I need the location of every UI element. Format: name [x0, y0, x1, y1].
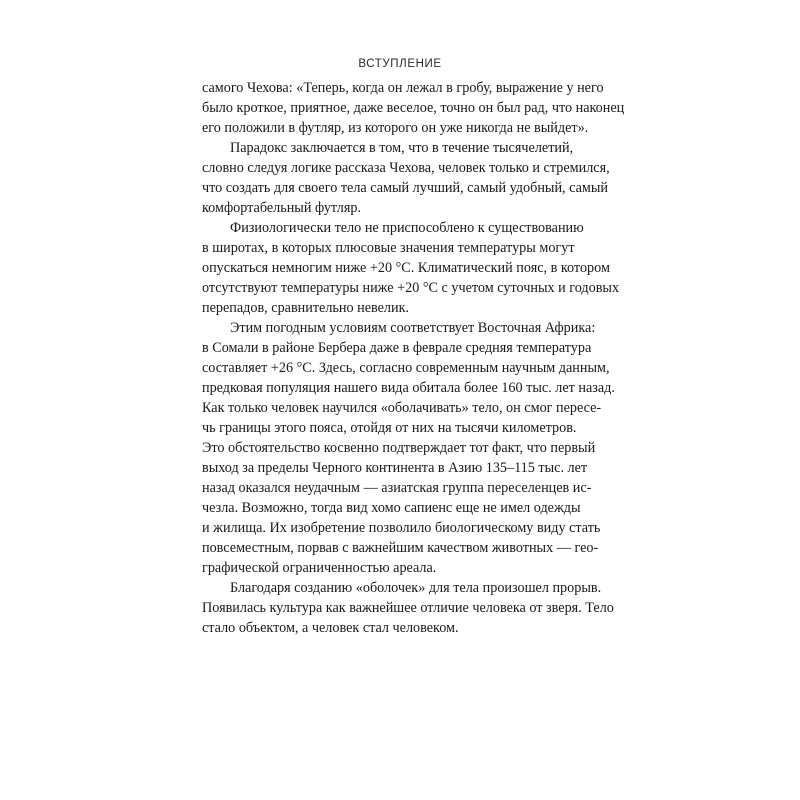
text-line: опускаться немногим ниже +20 °С. Климатический пояс, в котором [202, 260, 610, 276]
text-line: отсутствуют температуры ниже +20 °С с учетом суточных и годовых [202, 280, 620, 296]
text-line: словно следуя логике рассказа Чехова, человек только и стремился, [202, 160, 610, 176]
text-line: Физиологически тело не приспособлено к существованию [230, 220, 584, 236]
text-line: назад оказался неудачным — азиатская группа переселенцев ис- [202, 480, 592, 496]
paragraph [202, 318, 615, 578]
paragraph [202, 218, 620, 318]
paragraph [202, 578, 614, 638]
text-line: Этим погодным условиям соответствует Восточная Африка: [230, 320, 596, 336]
text-line: чь границы этого пояса, отойдя от них на тысячи километров. [202, 420, 577, 436]
text-line: Как только человек научился «оболачивать» тело, он смог пересе- [202, 400, 602, 416]
paragraph [202, 138, 610, 218]
text-line: чезла. Возможно, тогда вид хомо сапиенс еще не имел одежды [202, 500, 581, 516]
text-line: перепадов, сравнительно невелик. [202, 300, 410, 316]
text-line: в широтах, в которых плюсовые значения температуры могут [202, 240, 575, 256]
body-text [202, 78, 625, 638]
text-line: в Сомали в районе Бербера даже в феврале средняя температура [202, 340, 592, 356]
text-line: выход за пределы Черного континента в Азию 135–115 тыс. лет [202, 460, 588, 476]
running-head: ВСТУПЛЕНИЕ [358, 58, 442, 70]
text-line: его положили в футляр, из которого он уже никогда не выйдет». [202, 120, 589, 136]
text-line: что создать для своего тела самый лучший, самый удобный, самый [202, 180, 609, 196]
text-line: стало объектом, а человек стал человеком. [202, 620, 459, 636]
text-line: Парадокс заключается в том, что в течение тысячелетий, [230, 140, 574, 156]
text-line: самого Чехова: «Теперь, когда он лежал в гробу, выражение у него [202, 80, 604, 96]
paragraph [202, 78, 625, 138]
text-line: и жилища. Их изобретение позволило биологическому виду стать [202, 520, 601, 536]
text-line: Появилась культура как важнейшее отличие человека от зверя. Тело [202, 600, 614, 616]
text-line: Это обстоятельство косвенно подтверждает тот факт, что первый [202, 440, 596, 456]
text-line: комфортабельный футляр. [202, 200, 362, 216]
text-line: предковая популяция нашего вида обитала более 160 тыс. лет назад. [202, 380, 615, 396]
text-line: составляет +26 °С. Здесь, согласно современным научным данным, [202, 360, 610, 376]
text-line: Благодаря созданию «оболочек» для тела произошел прорыв. [230, 580, 602, 596]
text-line: было кроткое, приятное, даже веселое, точно он был рад, что наконец [202, 100, 625, 116]
text-line: повсеместным, порвав с важнейшим качеством животных — гео- [202, 540, 599, 556]
text-line: графической ограниченностью ареала. [202, 560, 437, 576]
